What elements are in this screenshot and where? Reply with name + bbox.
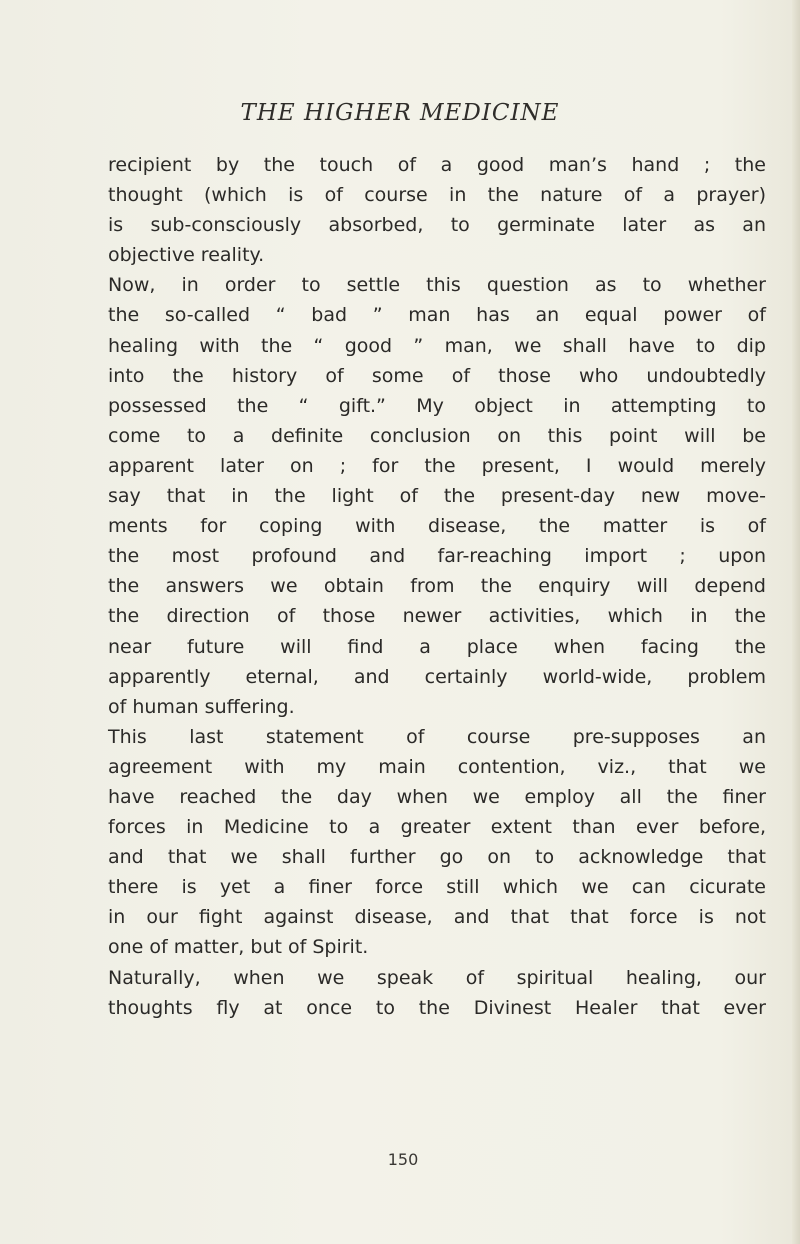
text-line: in our fight against disease, and that that force is not <box>108 906 766 929</box>
page-edge-shadow <box>792 0 800 1244</box>
text-line: Now, in order to settle this question as to whether <box>108 274 766 297</box>
text-line: the so-called “ bad ” man has an equal power of <box>108 304 766 327</box>
running-head: THE HIGHER MEDICINE <box>240 100 560 126</box>
text-line: have reached the day when we employ all the finer <box>108 785 766 808</box>
text-line: one of matter, but of Spirit. <box>108 936 369 959</box>
text-line: forces in Medicine to a greater extent than ever before, <box>108 816 766 839</box>
text-line: near future will find a place when facing the <box>108 635 766 658</box>
body-text <box>108 150 766 1023</box>
text-line: apparently eternal, and certainly world-wide, problem <box>108 665 766 688</box>
text-line: the answers we obtain from the enquiry will depend <box>108 575 766 598</box>
text-line: recipient by the touch of a good man’s hand ; the <box>108 154 766 176</box>
text-line: thought (which is of course in the nature of a prayer) <box>108 184 766 207</box>
text-line: apparent later on ; for the present, I would merely <box>108 454 766 477</box>
text-line: come to a definite conclusion on this point will be <box>108 424 766 447</box>
text-line: healing with the “ good ” man, we shall have to dip <box>108 334 766 357</box>
text-line: say that in the light of the present-day new move- <box>108 485 766 508</box>
text-line: Naturally, when we speak of spiritual healing, our <box>108 966 766 989</box>
text-line: into the history of some of those who undoubtedly <box>108 364 766 387</box>
text-line: objective reality. <box>108 244 265 267</box>
page-number: 150 <box>387 1150 419 1169</box>
text-line: there is yet a finer force still which we can cicurate <box>108 876 766 899</box>
text-line: is sub-consciously absorbed, to germinate later as an <box>108 214 766 237</box>
text-line: This last statement of course pre-supposes an <box>108 725 766 748</box>
text-line: agreement with my main contention, viz., that we <box>108 755 766 778</box>
text-line: ments for coping with disease, the matter is of <box>108 515 766 538</box>
text-line: thoughts fly at once to the Divinest Healer that ever <box>108 996 766 1019</box>
text-line: the direction of those newer activities, which in the <box>108 605 766 628</box>
text-line: and that we shall further go on to acknowledge that <box>108 846 766 869</box>
text-line: of human suffering. <box>108 695 295 718</box>
text-line: possessed the “ gift.” My object in attempting to <box>108 394 766 417</box>
text-line: the most profound and far-reaching import ; upon <box>108 545 766 568</box>
